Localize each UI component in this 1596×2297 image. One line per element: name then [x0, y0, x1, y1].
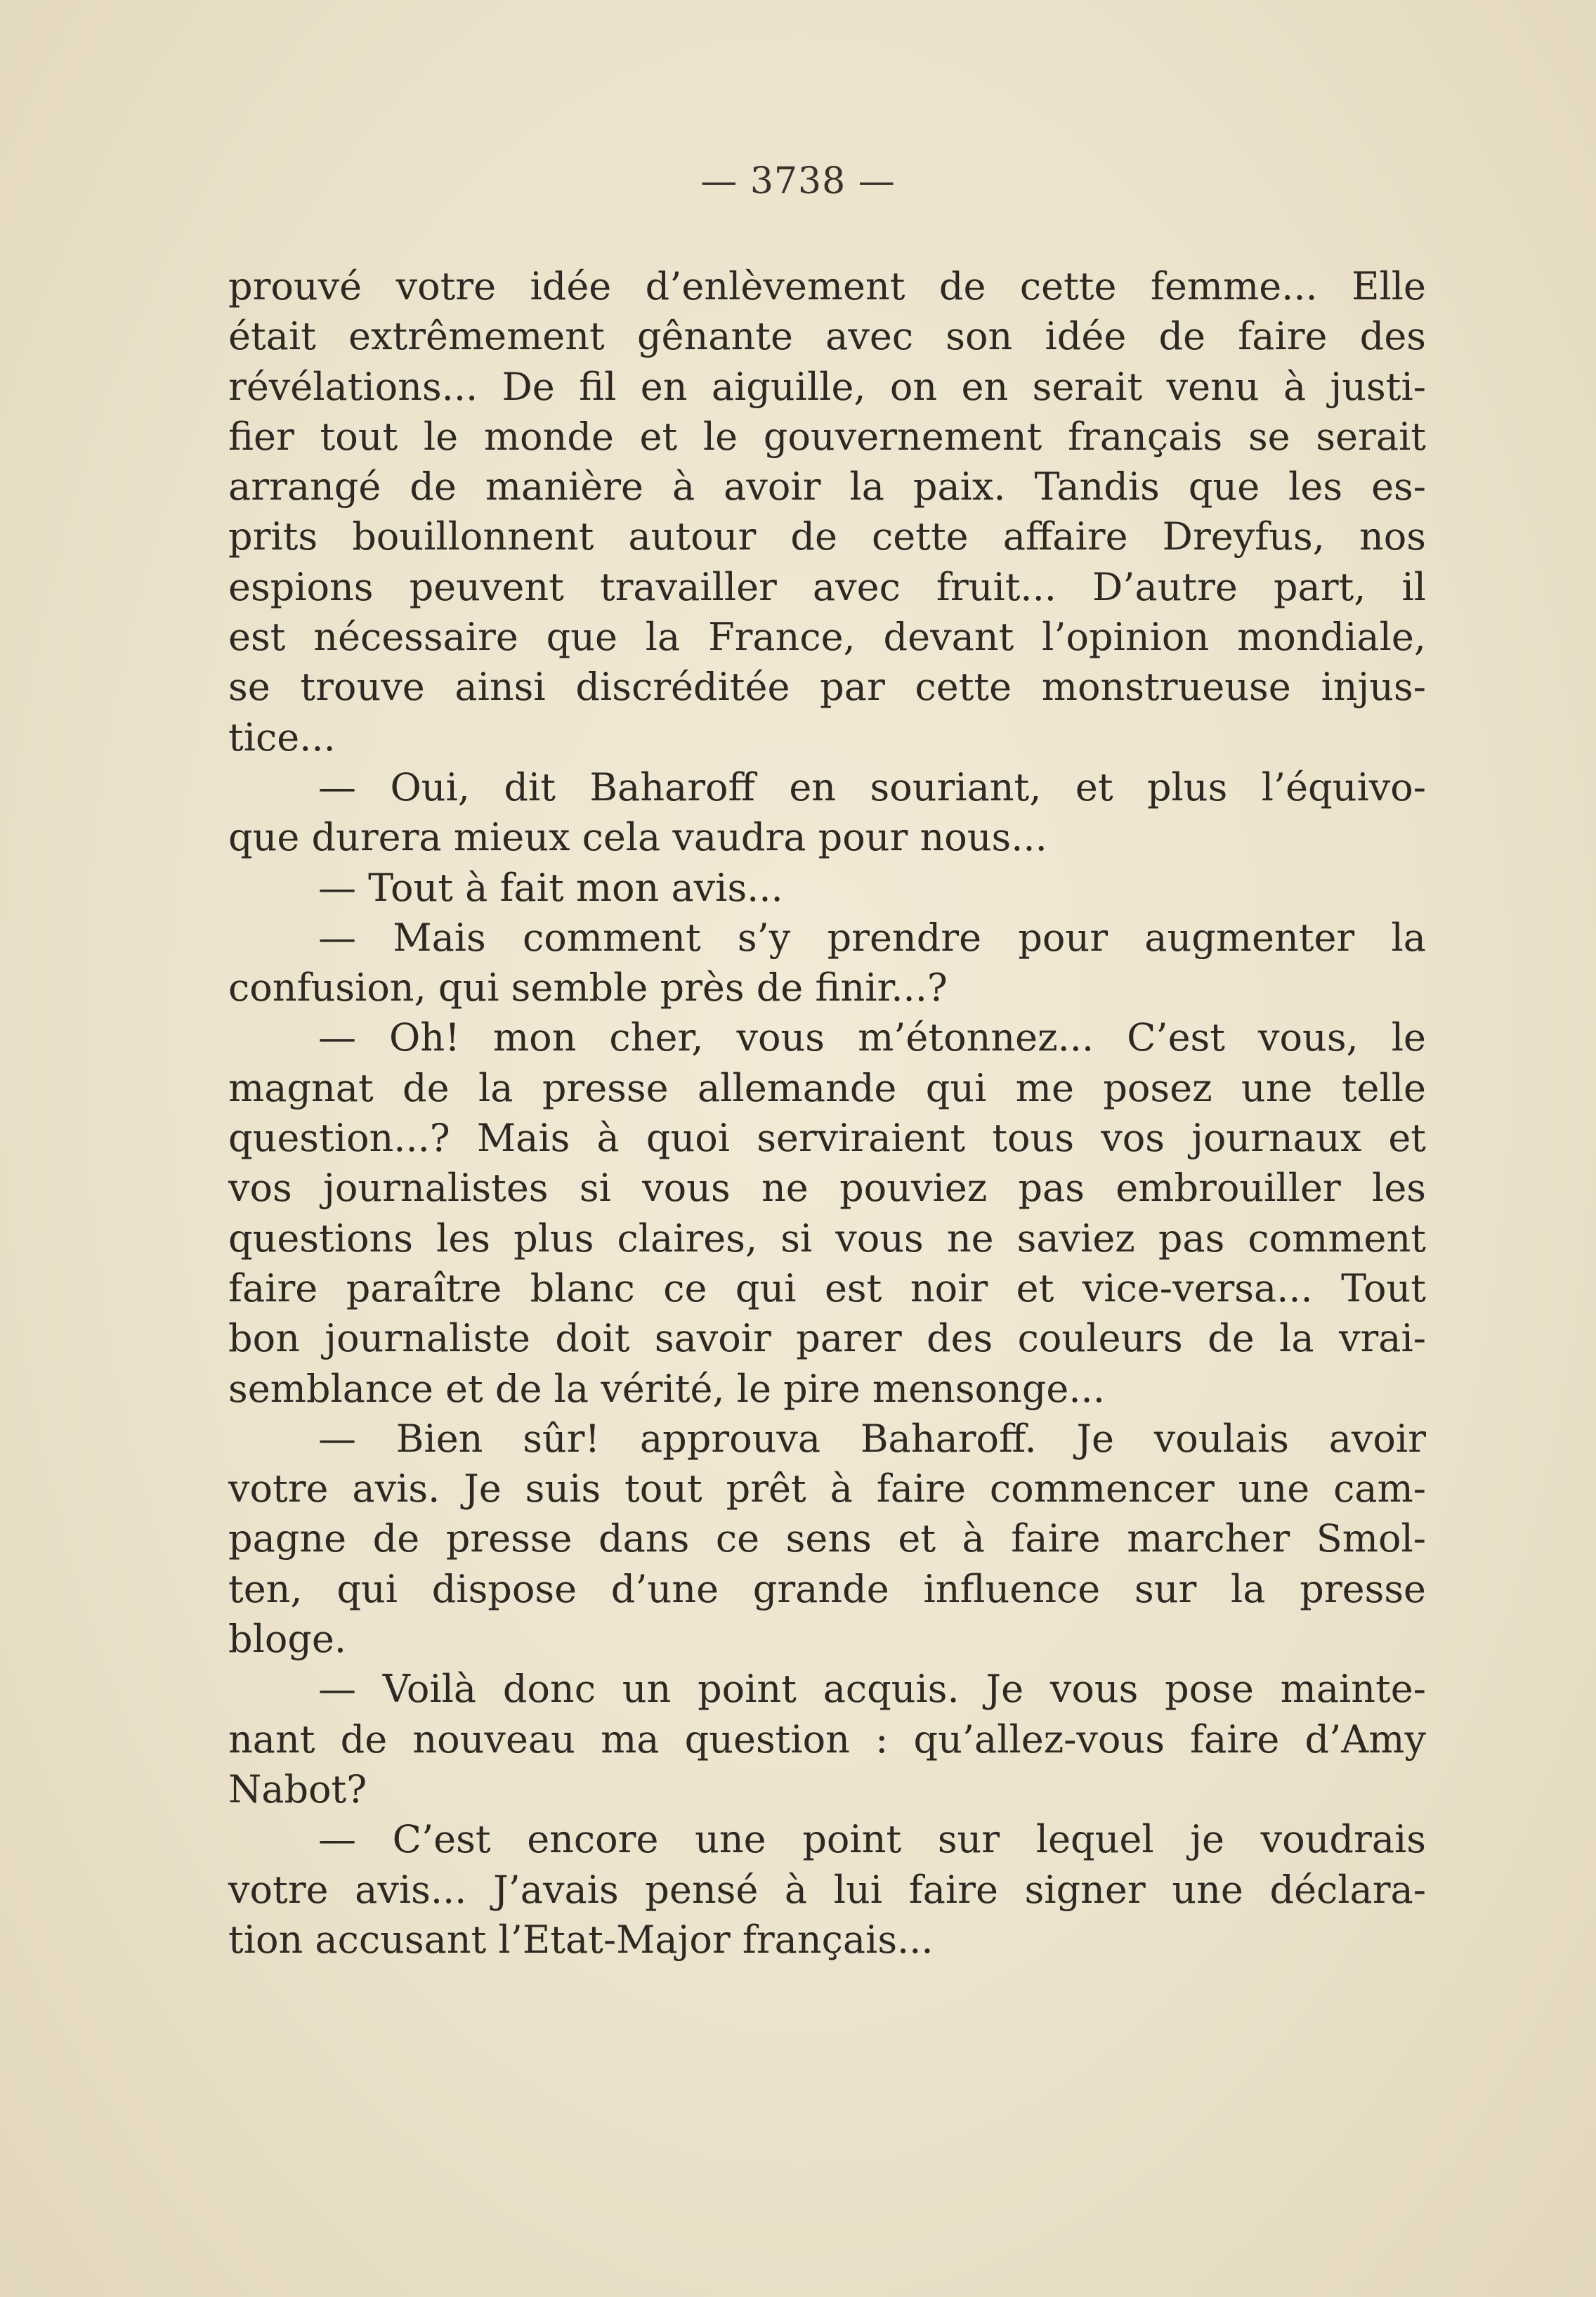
text-line: confusion, qui semble près de finir...? — [228, 965, 948, 1010]
text-line: questions les plus claires, si vous ne saviez pas comment — [228, 1216, 1426, 1261]
text-line: question...? Mais à quoi serviraient tous vos journaux et — [228, 1116, 1426, 1161]
text-line: — Oh! mon cher, vous m’étonnez... C’est vous, le — [318, 1015, 1426, 1060]
text-line: était extrêmement gênante avec son idée de faire des — [228, 314, 1426, 359]
text-line: révélations... De fil en aiguille, on en serait venu à justi- — [228, 364, 1426, 409]
text-line: bon journaliste doit savoir parer des couleurs de la vrai- — [228, 1316, 1426, 1361]
text-line: est nécessaire que la France, devant l’opinion mondiale, — [228, 615, 1426, 660]
text-line: — Tout à fait mon avis... — [318, 865, 783, 910]
text-line: prouvé votre idée d’enlèvement de cette femme... Elle — [228, 264, 1426, 308]
text-line: Nabot? — [228, 1766, 367, 1811]
text-line: — Bien sûr! approuva Baharoff. Je voulais avoir — [318, 1416, 1426, 1461]
text-line: tion accusant l’Etat-Major français... — [228, 1917, 934, 1962]
text-line: votre avis... J’avais pensé à lui faire signer une déclara- — [228, 1867, 1426, 1912]
text-line: espions peuvent travailler avec fruit... D’autre part, il — [228, 564, 1426, 609]
text-line: vos journalistes si vous ne pouviez pas embrouiller les — [228, 1166, 1426, 1211]
text-line: nant de nouveau ma question : qu’allez-vous faire d’Amy — [228, 1717, 1426, 1762]
text-line: — Oui, dit Baharoff en souriant, et plus l’équivo- — [318, 764, 1426, 809]
text-line: tice... — [228, 715, 336, 760]
text-line: fier tout le monde et le gouvernement français se serait — [228, 414, 1426, 459]
text-line: pagne de presse dans ce sens et à faire marcher Smol- — [228, 1516, 1426, 1561]
text-line: — Mais comment s’y prendre pour augmenter la — [318, 915, 1426, 960]
body-text — [228, 261, 1426, 1965]
text-line: votre avis. Je suis tout prêt à faire commencer une cam- — [228, 1466, 1426, 1511]
page-number: — 3738 — — [700, 160, 896, 202]
text-line: — C’est encore une point sur lequel je voudrais — [318, 1817, 1426, 1862]
text-line: bloge. — [228, 1617, 347, 1662]
text-line: se trouve ainsi discréditée par cette monstrueuse injus- — [228, 665, 1426, 710]
text-line: ten, qui dispose d’une grande influence sur la presse — [228, 1566, 1426, 1611]
text-line: que durera mieux cela vaudra pour nous... — [228, 815, 1047, 860]
text-line: magnat de la presse allemande qui me posez une telle — [228, 1065, 1426, 1110]
text-line: semblance et de la vérité, le pire mensonge... — [228, 1366, 1105, 1411]
text-line: faire paraître blanc ce qui est noir et vice-versa... Tout — [228, 1265, 1426, 1310]
text-line: — Voilà donc un point acquis. Je vous pose mainte- — [318, 1667, 1426, 1712]
text-line: prits bouillonnent autour de cette affaire Dreyfus, nos — [228, 514, 1426, 559]
text-line: arrangé de manière à avoir la paix. Tandis que les es- — [228, 464, 1426, 509]
